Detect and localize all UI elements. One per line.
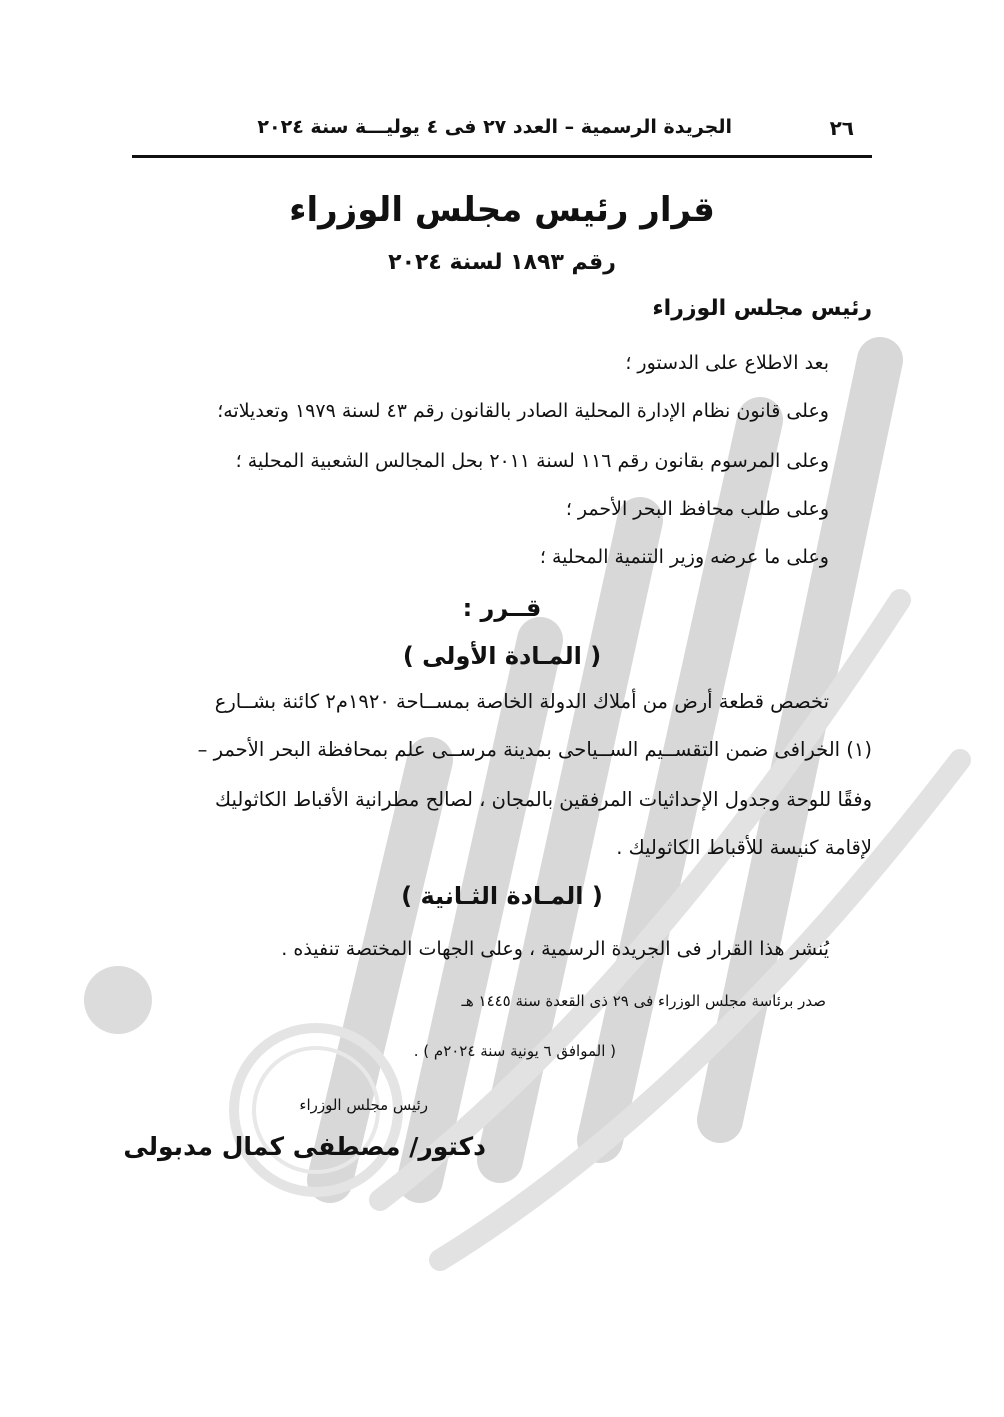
page-number: ٢٦ <box>829 116 854 140</box>
article-2-text: يُنشر هذا القرار فى الجريدة الرسمية ، وعلى الجهات المختصة تنفيذه . <box>281 938 829 960</box>
issued-line: صدر برئاسة مجلس الوزراء فى ٢٩ ذى القعدة سنة ١٤٤٥ هـ <box>461 992 826 1010</box>
decided-heading: قــرر : <box>462 594 542 622</box>
article-1-line: وفقًا للوحة وجدول الإحداثيات المرفقين بالمجان ، لصالح مطرانية الأقباط الكاثوليك <box>215 788 872 811</box>
article-1-line: (١) الخرافى ضمن التقســيم الســياحى بمدينة مرســى علم بمحافظة البحر الأحمر – <box>197 738 872 761</box>
decree-number: رقم ١٨٩٣ لسنة ٢٠٢٤ <box>388 250 616 275</box>
signature-name: دكتور/ مصطفى كمال مدبولى <box>123 1132 486 1161</box>
decree-title: قرار رئيس مجلس الوزراء <box>289 190 715 230</box>
article-2-heading: ( المـادة الثـانية ) <box>401 882 603 910</box>
article-1-line: لإقامة كنيسة للأقباط الكاثوليك . <box>616 836 872 859</box>
preamble-line: وعلى قانون نظام الإدارة المحلية الصادر بالقانون رقم ٤٣ لسنة ١٩٧٩ وتعديلاته؛ <box>217 400 829 422</box>
preamble-line: وعلى ما عرضه وزير التنمية المحلية ؛ <box>539 546 829 568</box>
gazette-header-title: الجريدة الرسمية – العدد ٢٧ فى ٤ يوليـــة سنة ٢٠٢٤ <box>257 116 732 138</box>
corresponding-date-line: ( الموافق ٦ يونية سنة ٢٠٢٤م ) . <box>413 1042 616 1060</box>
header-divider <box>132 155 872 158</box>
preamble-line: وعلى طلب محافظ البحر الأحمر ؛ <box>565 498 829 520</box>
issuer-heading: رئيس مجلس الوزراء <box>652 296 872 321</box>
preamble-line: بعد الاطلاع على الدستور ؛ <box>625 352 829 374</box>
signature-title: رئيس مجلس الوزراء <box>299 1096 428 1114</box>
article-1-line: تخصص قطعة أرض من أملاك الدولة الخاصة بمســاحة ١٩٢٠م٢ كائنة بشــارع <box>214 690 829 713</box>
article-1-heading: ( المـادة الأولى ) <box>402 642 602 670</box>
preamble-line: وعلى المرسوم بقانون رقم ١١٦ لسنة ٢٠١١ بحل المجالس الشعبية المحلية ؛ <box>235 450 829 472</box>
